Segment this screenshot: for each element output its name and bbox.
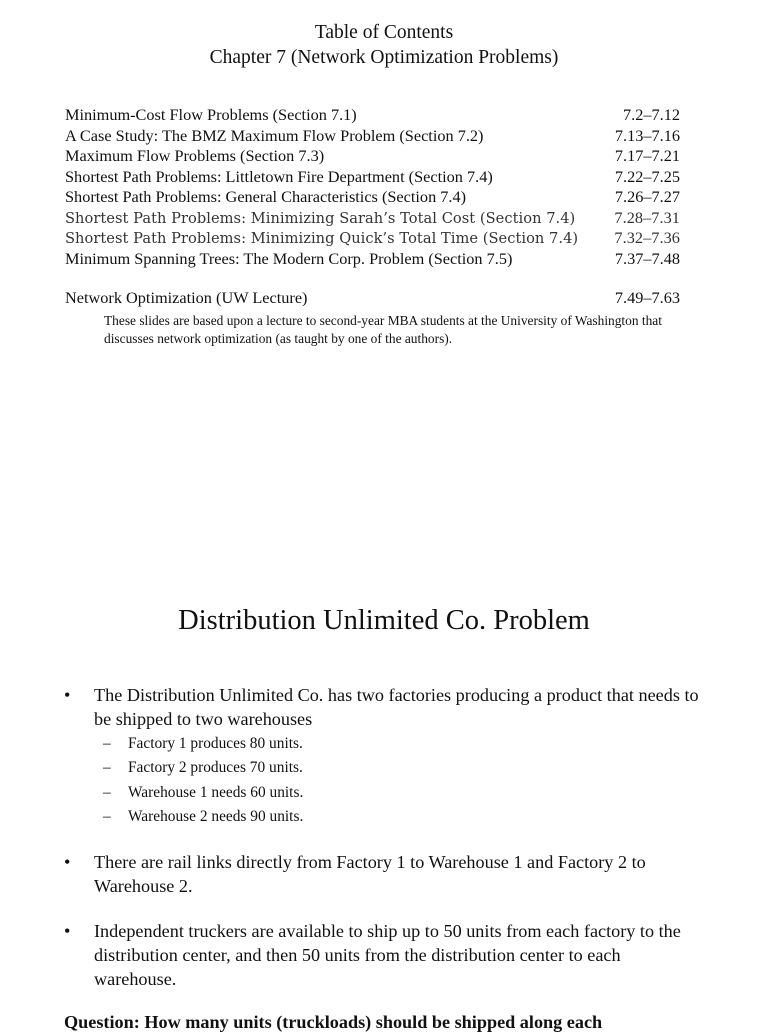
dash-marker: – bbox=[103, 759, 111, 777]
toc-lecture-label: Network Optimization (UW Lecture) bbox=[65, 288, 308, 307]
toc-entry-label: Shortest Path Problems: Minimizing Quick’s Total Time (Section 7.4) bbox=[65, 230, 579, 247]
bullet-item bbox=[64, 919, 704, 991]
sub-bullet-text: Factory 2 produces 70 units. bbox=[128, 759, 303, 777]
toc-entry-pages: 7.17–7.21 bbox=[614, 146, 680, 165]
sub-bullet-list bbox=[103, 732, 503, 829]
toc-entry-pages: 7.28–7.31 bbox=[614, 207, 680, 227]
toc-title: Table of Contents bbox=[314, 22, 454, 43]
toc-entry-pages: 7.26–7.27 bbox=[614, 187, 680, 206]
toc-entry bbox=[65, 167, 680, 188]
question-text: Question: How many units (truckloads) should be shipped along each bbox=[64, 1012, 603, 1032]
toc-entry bbox=[65, 105, 680, 126]
sub-bullet-item bbox=[103, 781, 503, 805]
toc-entry-label: Shortest Path Problems: Minimizing Sarah’s Total Cost (Section 7.4) bbox=[65, 209, 576, 227]
bullet-item bbox=[64, 850, 704, 898]
toc-lecture-note: These slides are based upon a lecture to second-year MBA students at the University of Washington that discusses network optimization (as taught by one of the authors). bbox=[104, 313, 662, 346]
toc-entry bbox=[65, 208, 680, 229]
toc-chapter-subtitle: Chapter 7 (Network Optimization Problems) bbox=[209, 47, 559, 68]
toc-entry-pages: 7.32–7.36 bbox=[614, 228, 680, 247]
dash-marker: – bbox=[103, 735, 111, 752]
toc-list bbox=[65, 105, 680, 269]
toc-entry-lecture bbox=[65, 288, 680, 309]
bullet-marker: • bbox=[64, 685, 71, 705]
sub-bullet-item bbox=[103, 732, 503, 756]
dash-marker: – bbox=[103, 783, 111, 801]
slide-title: Distribution Unlimited Co. Problem bbox=[178, 605, 590, 636]
toc-entry bbox=[65, 146, 680, 167]
sub-bullet-text: Warehouse 2 needs 90 units. bbox=[128, 807, 304, 825]
toc-entry-label: Maximum Flow Problems (Section 7.3) bbox=[65, 146, 325, 165]
toc-entry-pages: 7.2–7.12 bbox=[623, 105, 680, 124]
bullet-text: The Distribution Unlimited Co. has two factories producing a product that needs to be shipped to two warehouses bbox=[94, 685, 699, 729]
bullet-text: There are rail links directly from Factory 1 to Warehouse 1 and Factory 2 to Warehouse 2. bbox=[94, 852, 646, 896]
toc-entry bbox=[65, 249, 680, 270]
sub-bullet-text: Warehouse 1 needs 60 units. bbox=[128, 783, 304, 801]
toc-entry-label: Minimum-Cost Flow Problems (Section 7.1) bbox=[65, 105, 357, 124]
toc-entry-label: Shortest Path Problems: General Characteristics (Section 7.4) bbox=[65, 187, 467, 206]
toc-entry-pages: 7.13–7.16 bbox=[614, 125, 680, 145]
sub-bullet-text: Factory 1 produces 80 units. bbox=[128, 735, 303, 752]
toc-entry-label: A Case Study: The BMZ Maximum Flow Problem (Section 7.2) bbox=[65, 125, 484, 145]
toc-entry bbox=[65, 126, 680, 147]
toc-lecture-pages: 7.49–7.63 bbox=[614, 288, 680, 307]
toc-entry bbox=[65, 187, 680, 208]
bullet-marker: • bbox=[64, 921, 71, 941]
toc-entry-pages: 7.22–7.25 bbox=[614, 166, 680, 186]
bullet-marker: • bbox=[64, 852, 71, 872]
toc-entry-pages: 7.37–7.48 bbox=[614, 248, 680, 268]
toc-entry-label: Shortest Path Problems: Littletown Fire Department (Section 7.4) bbox=[65, 166, 493, 186]
bullet-text: Independent truckers are available to ship up to 50 units from each factory to the distribution center, and then 50 units from the distribution center to each warehouse. bbox=[94, 921, 681, 989]
toc-entry bbox=[65, 228, 680, 249]
sub-bullet-item bbox=[103, 756, 503, 780]
toc-entry-label: Minimum Spanning Trees: The Modern Corp. Problem (Section 7.5) bbox=[65, 248, 513, 268]
bullet-item bbox=[64, 683, 704, 731]
dash-marker: – bbox=[103, 807, 111, 825]
sub-bullet-item bbox=[103, 805, 503, 829]
